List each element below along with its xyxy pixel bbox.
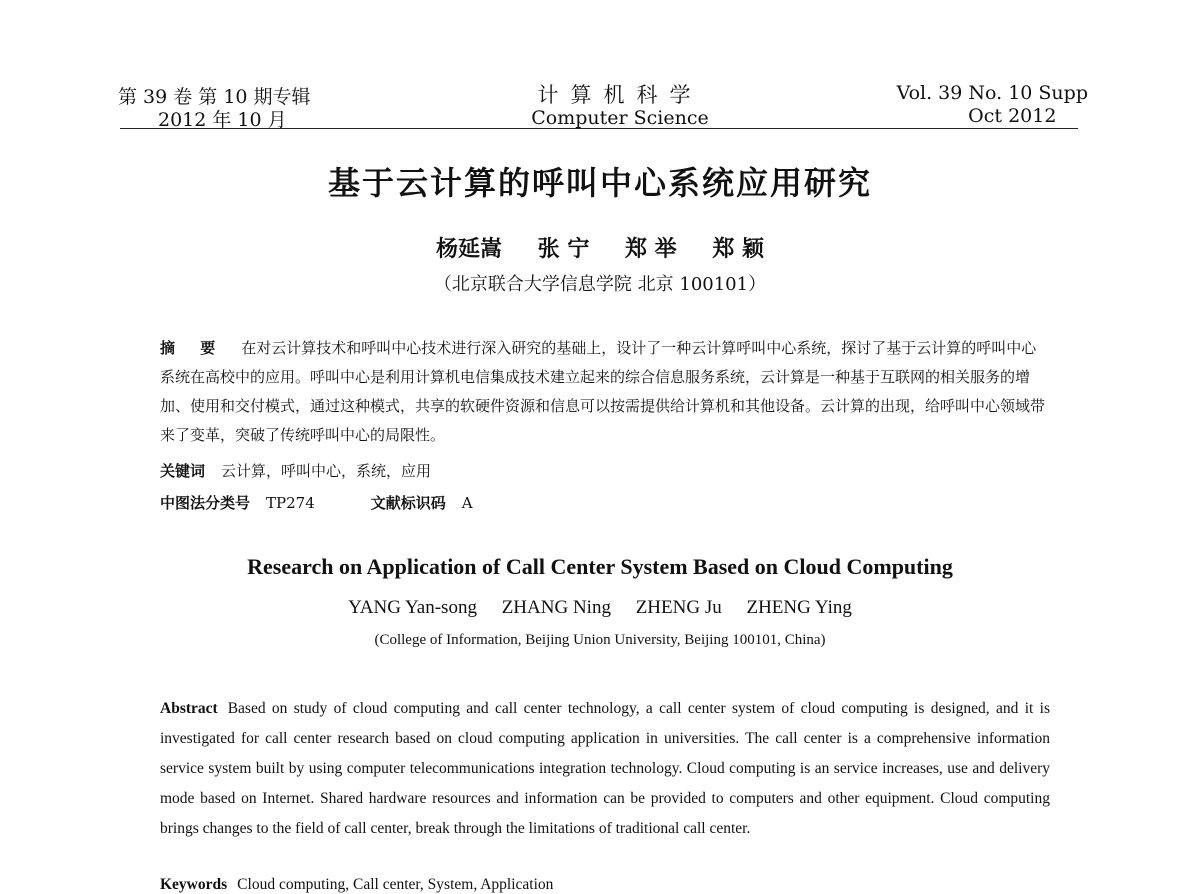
issue-volume: 第 39 卷 第 10 期专辑 <box>118 86 311 108</box>
keywords-cn-label: 关键词 <box>160 462 206 480</box>
author-en: ZHANG Ning <box>501 597 611 618</box>
clc-label: 中图法分类号 <box>160 494 251 512</box>
author-cn: 郑 举 <box>625 237 677 262</box>
abstract-cn-text: 在对云计算技术和呼叫中心技术进行深入研究的基础上，设计了一种云计算呼叫中心系统，探讨了基于云计算的呼叫中心系统在高校中的应用。呼叫中心是利用计算机电信集成技术建立起来的综合信息服务系统，云计算是一种基于互联网的相关服务的增加、使用和交付模式，通过这种模式，共享的软硬件资源和信息可以按需提供给计算机和其他设备。云计算的出现，给呼叫中心领域带来了变革，突破了传统呼叫中心的局限性。 <box>160 339 1046 444</box>
abstract-en-label: Abstract <box>160 700 218 717</box>
keywords-en <box>160 876 553 894</box>
paper-title-en: Research on Application of Call Center System Based on Cloud Computing <box>247 554 953 579</box>
authors-en <box>0 597 1200 619</box>
abstract-cn-label: 摘 要 <box>160 339 226 357</box>
author-cn: 张 宁 <box>537 237 590 262</box>
doc-code-label: 文献标识码 <box>370 494 446 512</box>
author-cn: 杨延嵩 <box>435 237 502 262</box>
keywords-en-text: Cloud computing, Call center, System, Application <box>237 876 554 893</box>
doc-code-value: A <box>461 494 473 512</box>
journal-issue-info <box>118 86 311 132</box>
affiliation-cn: （北京联合大学信息学院 北京 100101） <box>433 274 767 295</box>
authors-cn <box>0 232 1200 263</box>
issue-date: 2012 年 10 月 <box>158 109 287 131</box>
author-cn: 郑 颖 <box>712 237 765 262</box>
classification-line <box>160 492 473 513</box>
header-rule <box>120 128 1078 129</box>
author-en: ZHENG Ying <box>746 597 852 618</box>
keywords-en-label: Keywords <box>160 876 228 893</box>
clc-value: TP274 <box>266 494 315 512</box>
issue-volume-en: Vol. 39 No. 10 Supp <box>896 82 1088 104</box>
journal-issue-info-en <box>897 82 1088 128</box>
author-en: YANG Yan-song <box>348 597 477 618</box>
journal-name-en: Computer Science <box>531 107 709 129</box>
abstract-en <box>160 694 1050 844</box>
keywords-cn <box>160 460 431 481</box>
journal-name-cn: 计算机科学 <box>537 83 703 107</box>
journal-name <box>500 84 740 130</box>
paper-title-cn: 基于云计算的呼叫中心系统应用研究 <box>327 164 872 202</box>
affiliation-en: (College of Information, Beijing Union University, Beijing 100101, China) <box>374 632 826 648</box>
keywords-cn-text: 云计算，呼叫中心，系统，应用 <box>221 462 432 480</box>
abstract-en-text: Based on study of cloud computing and call center technology, a call center system of cloud computing is designed, and it is investigated for call center research based on cloud computing application in universities. The call center is a comprehensive information service system built by using computer telecommunications integration technology. Cloud computing is an service increases, use and delivery mode based on Internet. Shared hardware resources and information can be provided to computers and other equipment. Cloud computing brings changes to the field of call center, break through the limitations of traditional call center. <box>160 700 1050 837</box>
issue-date-en: Oct 2012 <box>968 105 1057 127</box>
abstract-cn <box>160 334 1050 450</box>
author-en: ZHENG Ju <box>635 597 722 618</box>
